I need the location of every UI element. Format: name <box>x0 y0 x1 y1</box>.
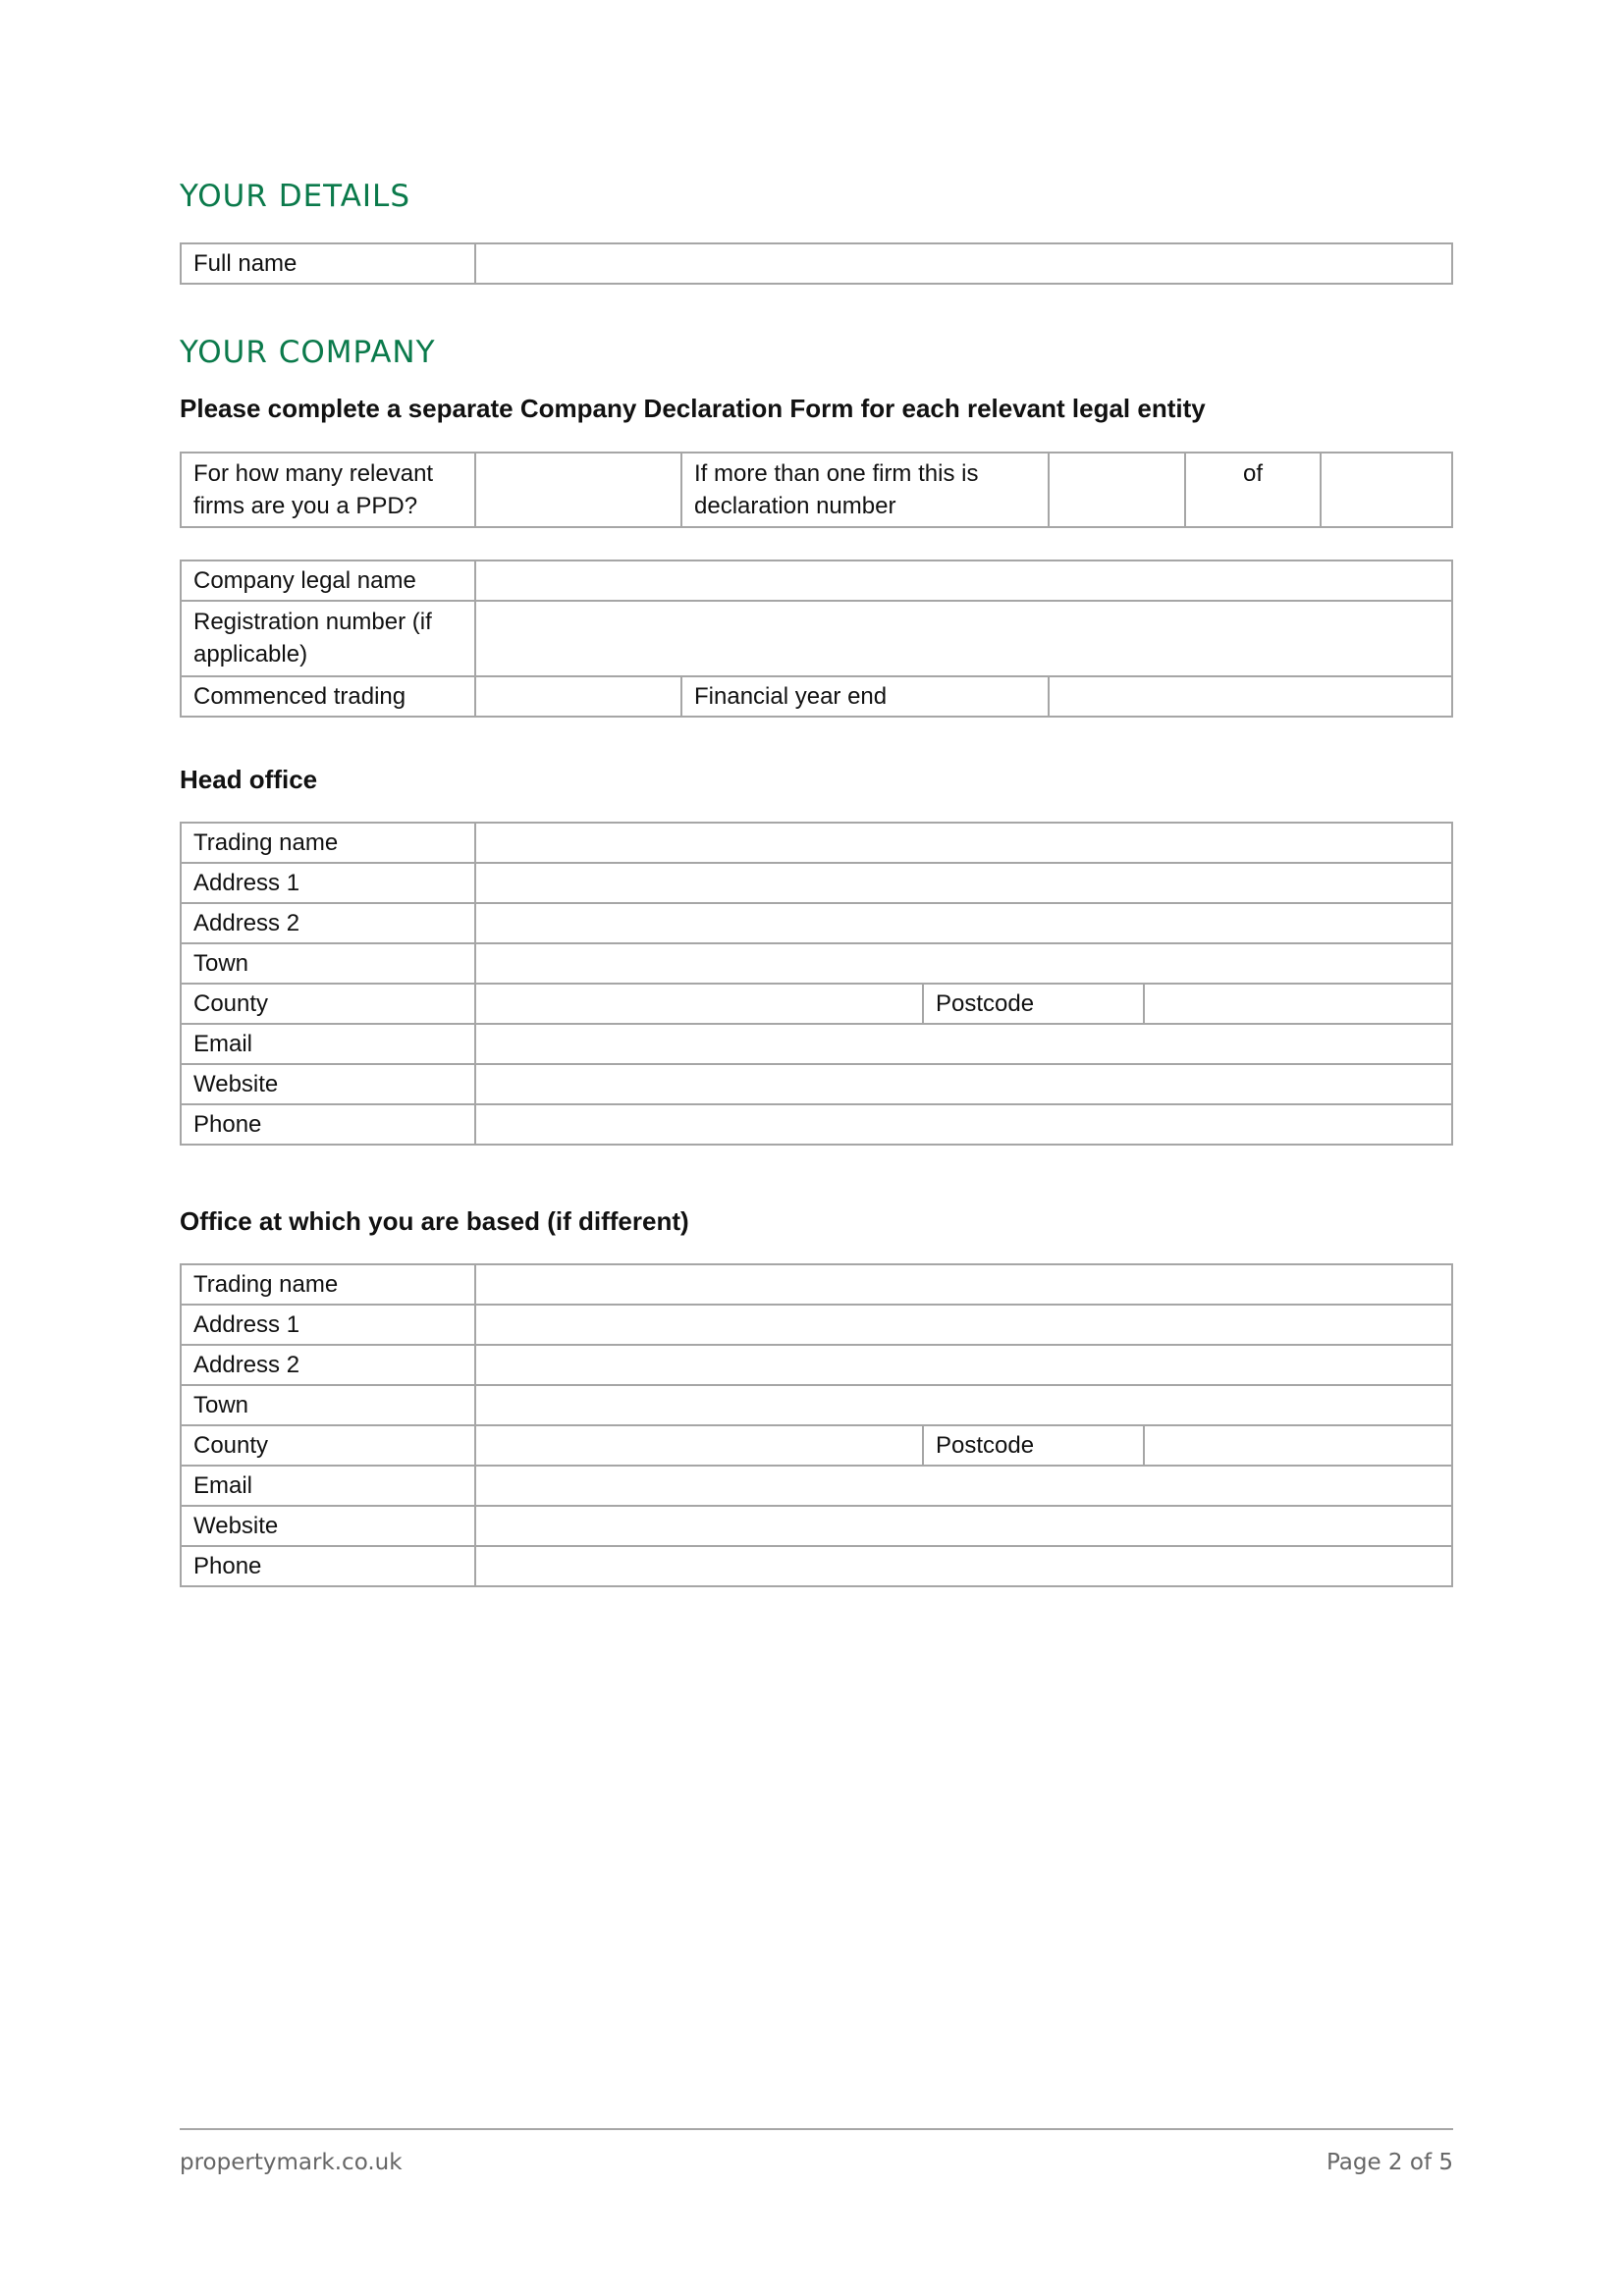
commenced-trading-label: Commenced trading <box>181 676 475 717</box>
ppd-firms-label: For how many relevant firms are you a PPD? <box>181 453 475 527</box>
trading-name-label: Trading name <box>181 1264 475 1305</box>
ppd-table <box>180 452 1453 528</box>
declaration-number-field[interactable] <box>1049 453 1185 527</box>
phone-field[interactable] <box>475 1546 1452 1586</box>
postcode-label: Postcode <box>923 1425 1144 1466</box>
your-details-heading: YOUR DETAILS <box>180 179 411 214</box>
address2-field[interactable] <box>475 1345 1452 1385</box>
separate-form-note: Please complete a separate Company Declaration Form for each relevant legal entity <box>180 394 1206 423</box>
town-label: Town <box>181 1385 475 1425</box>
of-label: of <box>1185 453 1321 527</box>
email-label: Email <box>181 1466 475 1506</box>
company-legal-name-label: Company legal name <box>181 561 475 601</box>
email-label: Email <box>181 1024 475 1064</box>
phone-label: Phone <box>181 1104 475 1145</box>
financial-year-end-label: Financial year end <box>681 676 1049 717</box>
head-office-heading: Head office <box>180 765 318 794</box>
address1-field[interactable] <box>475 863 1452 903</box>
footer-page-number: Page 2 of 5 <box>1326 2150 1453 2175</box>
town-field[interactable] <box>475 943 1452 984</box>
website-label: Website <box>181 1064 475 1104</box>
based-office-heading: Office at which you are based (if different) <box>180 1206 689 1236</box>
declaration-total-field[interactable] <box>1321 453 1452 527</box>
address1-field[interactable] <box>475 1305 1452 1345</box>
company-legal-name-field[interactable] <box>475 561 1452 601</box>
head-office-table <box>180 822 1453 1146</box>
email-field[interactable] <box>475 1024 1452 1064</box>
footer-site: propertymark.co.uk <box>180 2150 403 2175</box>
trading-name-label: Trading name <box>181 823 475 863</box>
website-field[interactable] <box>475 1064 1452 1104</box>
address2-label: Address 2 <box>181 1345 475 1385</box>
phone-field[interactable] <box>475 1104 1452 1145</box>
financial-year-end-field[interactable] <box>1049 676 1452 717</box>
postcode-field[interactable] <box>1144 984 1452 1024</box>
your-company-heading: YOUR COMPANY <box>180 335 436 370</box>
registration-number-field[interactable] <box>475 601 1452 676</box>
trading-name-field[interactable] <box>475 823 1452 863</box>
town-field[interactable] <box>475 1385 1452 1425</box>
declaration-number-label: If more than one firm this is declaration number <box>681 453 1049 527</box>
address2-label: Address 2 <box>181 903 475 943</box>
commenced-trading-field[interactable] <box>475 676 681 717</box>
footer-divider <box>180 2128 1453 2130</box>
full-name-label: Full name <box>181 243 475 284</box>
address1-label: Address 1 <box>181 1305 475 1345</box>
county-label: County <box>181 1425 475 1466</box>
postcode-field[interactable] <box>1144 1425 1452 1466</box>
phone-label: Phone <box>181 1546 475 1586</box>
full-name-field[interactable] <box>475 243 1452 284</box>
trading-name-field[interactable] <box>475 1264 1452 1305</box>
address1-label: Address 1 <box>181 863 475 903</box>
town-label: Town <box>181 943 475 984</box>
postcode-label: Postcode <box>923 984 1144 1024</box>
company-table <box>180 560 1453 718</box>
county-field[interactable] <box>475 1425 923 1466</box>
based-office-table <box>180 1263 1453 1587</box>
ppd-firms-field[interactable] <box>475 453 681 527</box>
website-label: Website <box>181 1506 475 1546</box>
county-field[interactable] <box>475 984 923 1024</box>
address2-field[interactable] <box>475 903 1452 943</box>
email-field[interactable] <box>475 1466 1452 1506</box>
your-details-table <box>180 242 1453 285</box>
registration-number-label: Registration number (if applicable) <box>181 601 475 676</box>
county-label: County <box>181 984 475 1024</box>
website-field[interactable] <box>475 1506 1452 1546</box>
